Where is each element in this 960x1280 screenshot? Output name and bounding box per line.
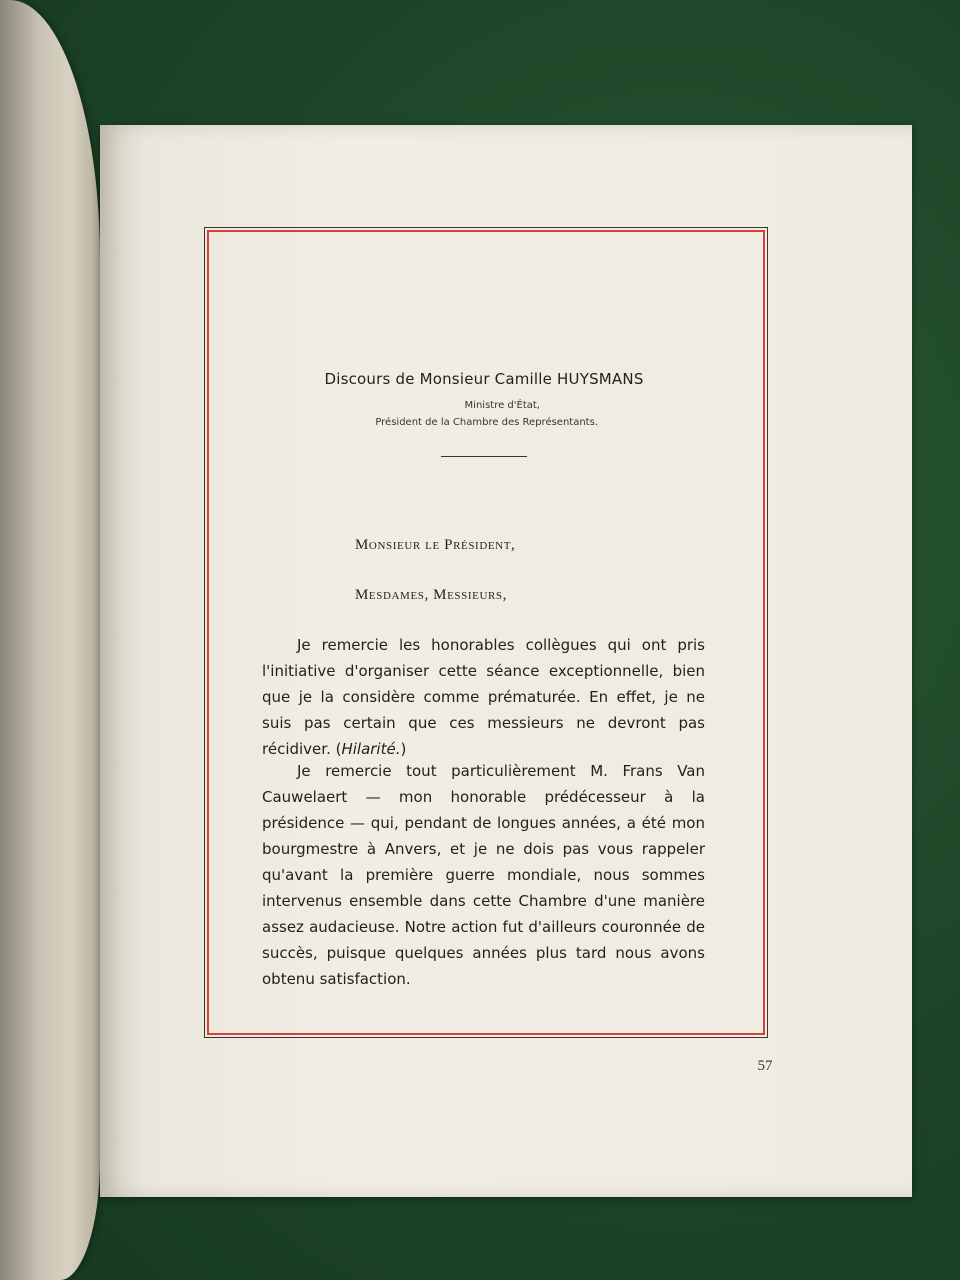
paragraph-1-tail: ) bbox=[400, 740, 407, 758]
speech-heading bbox=[207, 370, 761, 388]
salutation-audience: Mesdames, Messieurs, bbox=[355, 587, 508, 603]
left-page-edge bbox=[0, 0, 100, 1280]
paragraph-2: Je remercie tout particulièrement M. Frans Van Cauwelaert — mon honorable prédécesseur à la présidence — qui, pendant de longues années, a été mon bourgmestre à Anvers, et je ne dois pas vous rappeler qu'avant la première guerre mondiale, nous sommes intervenus ensemble dans cette Chambre d'une manière assez audacieuse. Notre action fut d'ailleurs couronnée de succès, puisque quelques années plus tard nous avons obtenu satisfaction. bbox=[262, 762, 705, 988]
divider-rule bbox=[441, 456, 527, 457]
paragraph-1 bbox=[262, 632, 705, 762]
heading-name: HUYSMANS bbox=[557, 370, 644, 388]
page-number: 57 bbox=[757, 1058, 773, 1074]
salutation-president: Monsieur le Président, bbox=[355, 537, 516, 553]
subtitle-minister: Ministre d'État, bbox=[464, 400, 540, 411]
paragraph-1-emphasis: Hilarité. bbox=[341, 740, 401, 758]
heading-prefix: Discours de Monsieur Camille bbox=[324, 370, 558, 388]
subtitle-president: Président de la Chambre des Représentants. bbox=[375, 417, 598, 428]
paragraph-1-text: Je remercie les honorables collègues qui ont pris l'initiative d'organiser cette séance exceptionnelle, bien que je la considère comme prématurée. En effet, je ne suis pas certain que ces messieurs ne devront pas récidiver. ( bbox=[262, 636, 705, 758]
